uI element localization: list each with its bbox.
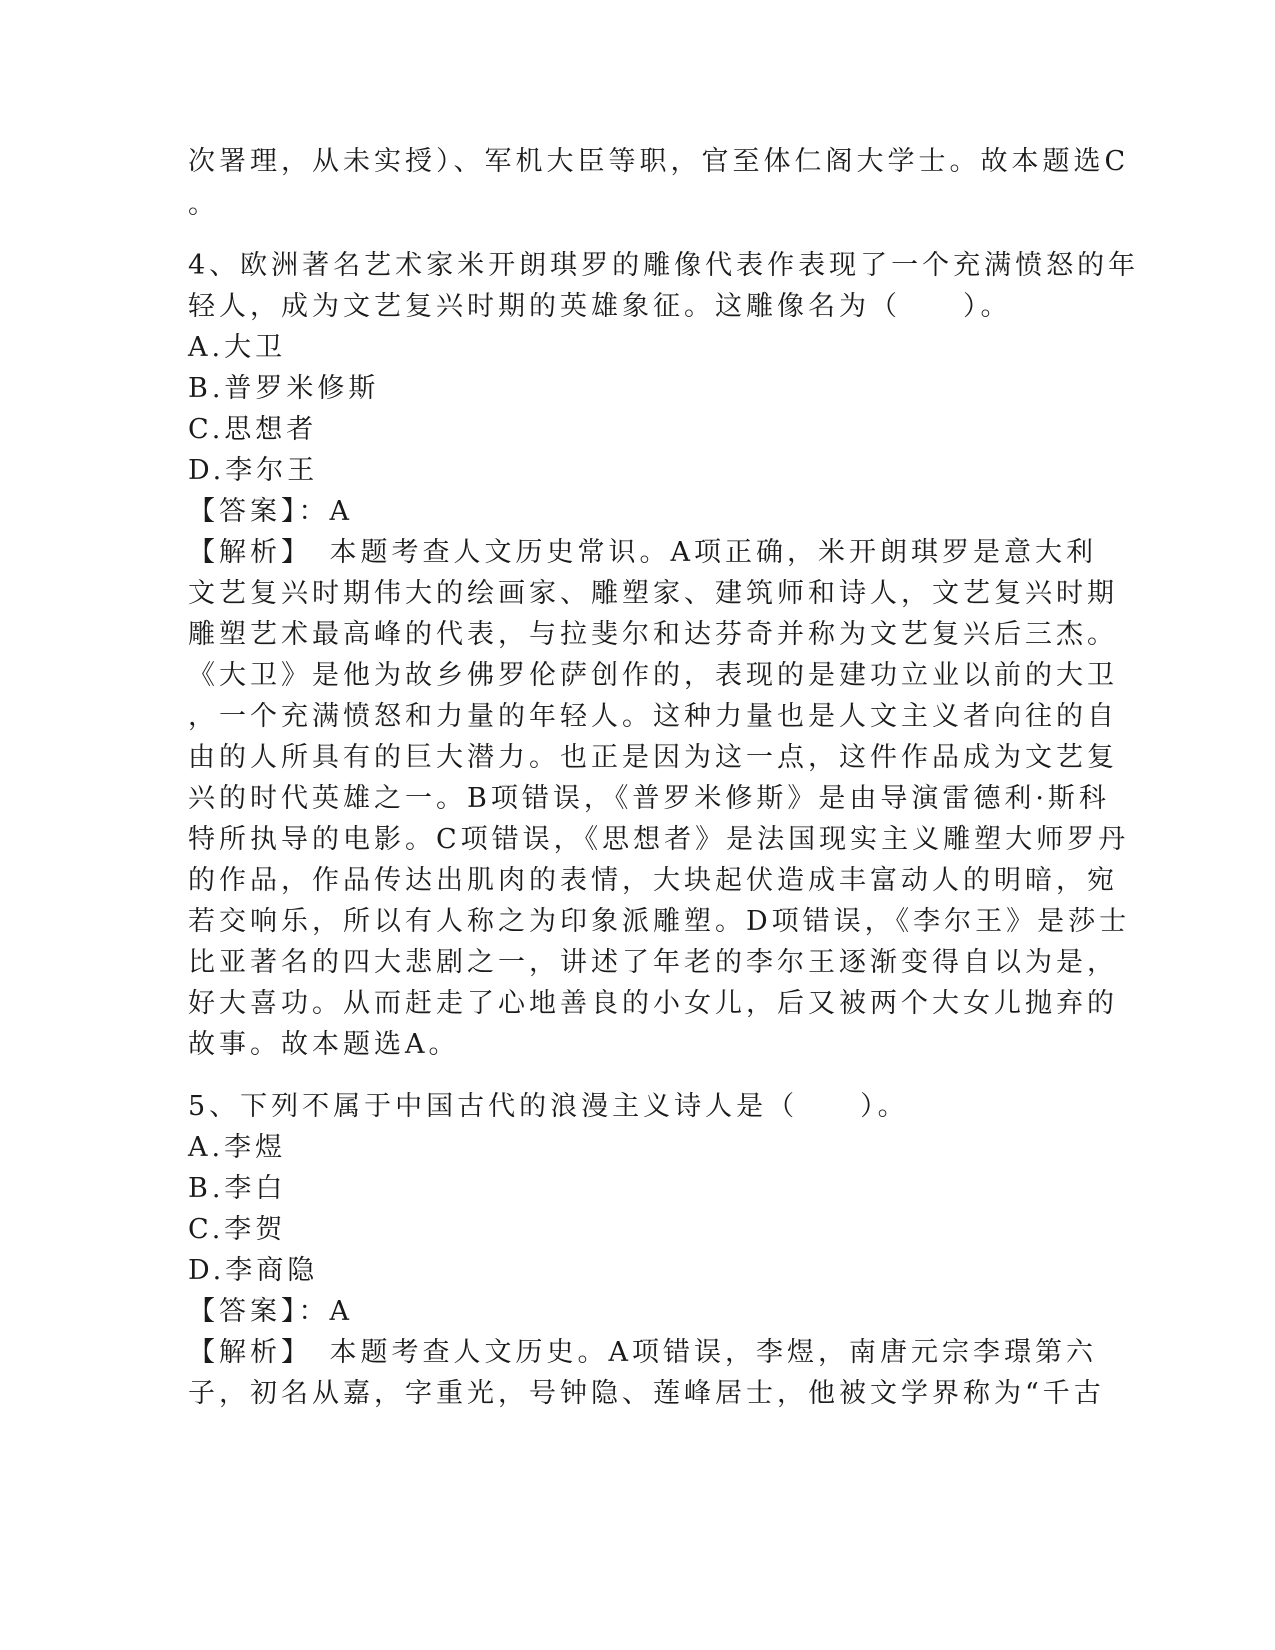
analysis-text: 比亚著名的四大悲剧之一，讲述了年老的李尔王逐渐变得自以为是， [188,947,1118,978]
text-line: 。 [188,189,219,220]
analysis-text: 雕塑艺术最高峰的代表，与拉斐尔和达芬奇并称为文艺复兴后三杰。 [188,619,1118,650]
analysis-text: 【解析】 本题考查人文历史常识。A项正确，米开朗琪罗是意大利 [188,537,1097,568]
analysis-text: 故事。故本题选A。 [188,1029,460,1060]
analysis-text: ，一个充满愤怒和力量的年轻人。这种力量也是人文主义者向往的自 [188,701,1118,732]
option-c: C.思想者 [188,414,318,445]
option-a: A.大卫 [188,332,287,363]
analysis-text: 《大卫》是他为故乡佛罗伦萨创作的，表现的是建功立业以前的大卫 [188,660,1118,691]
answer-label: 【答案】：A [188,1296,353,1327]
answer-label: 【答案】：A [188,496,353,527]
analysis-text: 子，初名从嘉，字重光，号钟隐、莲峰居士，他被文学界称为“千古 [188,1378,1105,1409]
analysis-text: 特所执导的电影。C项错误，《思想者》是法国现实主义雕塑大师罗丹 [188,824,1130,855]
option-d: D.李尔王 [188,455,319,486]
option-c: C.李贺 [188,1214,287,1245]
option-b: B.普罗米修斯 [188,373,380,404]
analysis-text: 文艺复兴时期伟大的绘画家、雕塑家、建筑师和诗人，文艺复兴时期 [188,578,1118,609]
analysis-text: 好大喜功。从而赶走了心地善良的小女儿，后又被两个大女儿抛弃的 [188,988,1118,1019]
option-b: B.李白 [188,1173,287,1204]
analysis-text: 若交响乐，所以有人称之为印象派雕塑。D项错误，《李尔王》是莎士 [188,906,1131,937]
analysis-text: 【解析】 本题考查人文历史。A项错误，李煜，南唐元宗李璟第六 [188,1337,1097,1368]
option-a: A.李煜 [188,1132,287,1163]
analysis-text: 由的人所具有的巨大潜力。也正是因为这一点，这件作品成为文艺复 [188,742,1118,773]
question-5-stem: 5、下列不属于中国古代的浪漫主义诗人是（ ）。 [188,1091,909,1122]
question-4-stem: 轻人，成为文艺复兴时期的英雄象征。这雕像名为（ ）。 [188,291,1012,322]
text-line: 次署理，从未实授）、军机大臣等职，官至体仁阁大学士。故本题选C [188,146,1130,177]
analysis-text: 的作品，作品传达出肌肉的表情，大块起伏造成丰富动人的明暗，宛 [188,865,1118,896]
option-d: D.李商隐 [188,1255,319,1286]
analysis-text: 兴的时代英雄之一。B项错误，《普罗米修斯》是由导演雷德利·斯科 [188,783,1110,814]
question-4-stem: 4、欧洲著名艺术家米开朗琪罗的雕像代表作表现了一个充满愤怒的年 [188,250,1140,281]
